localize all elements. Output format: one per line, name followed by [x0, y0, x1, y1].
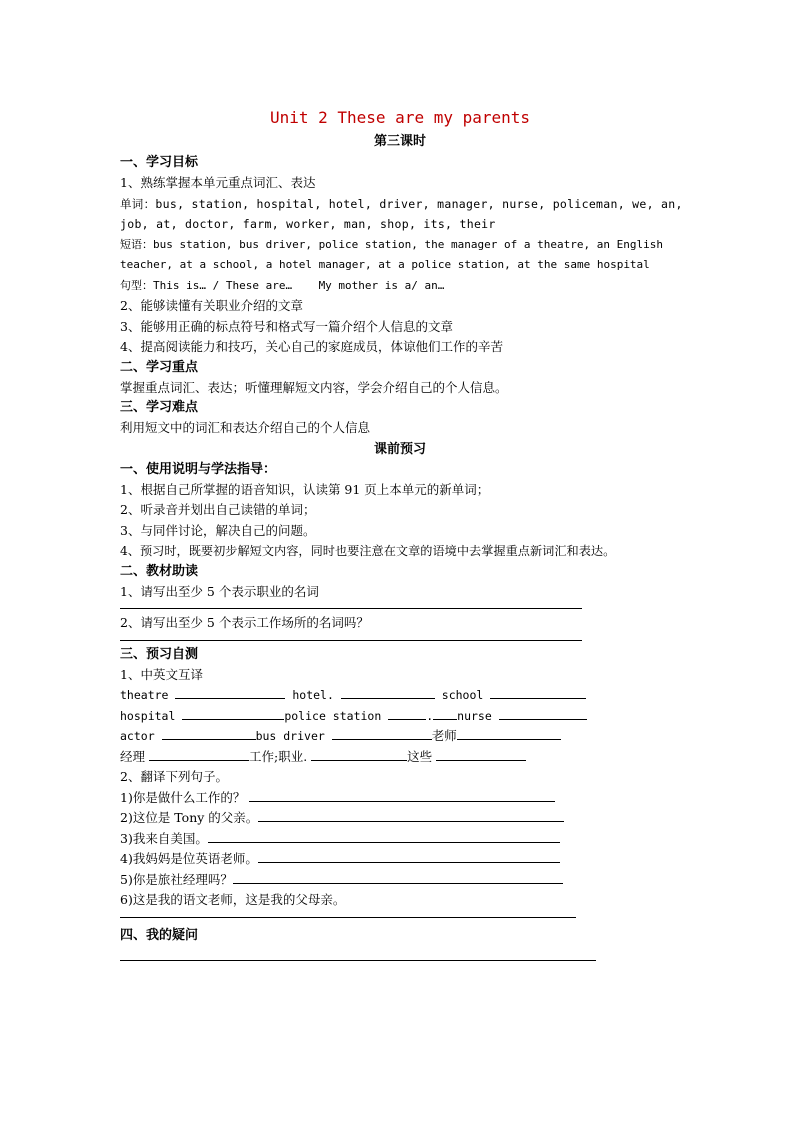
blank-actor[interactable] [162, 726, 256, 740]
objective-item-2: 2、能够读懂有关职业介绍的文章 [120, 298, 303, 313]
vocab-row-2 [120, 706, 680, 727]
word-police-station: police station [284, 708, 382, 723]
answer-line-questions[interactable] [120, 960, 596, 961]
sentence-row-5 [120, 870, 680, 891]
worksheet-page [120, 105, 683, 961]
key-points-heading: 二、学习重点 [120, 359, 199, 375]
sentence-row-1 [120, 788, 680, 809]
guide-item-2: 2、听录音并划出自己读错的单词； [120, 502, 316, 517]
page-title: Unit 2 These are my parents [269, 108, 531, 127]
sentence-row-3 [120, 829, 680, 850]
guide-item-4: 4、预习时，既要初步解短文内容，同时也要注意在文章的语境中去掌握重点新词汇和表达。 [120, 544, 616, 558]
word-these-cn: 这些 [407, 748, 433, 764]
blank-manager-cn[interactable] [149, 747, 249, 761]
blank-sentence-3[interactable] [208, 829, 560, 843]
words-line-2: job, at, doctor, farm, worker, man, shop, its, their [120, 217, 496, 231]
sentence-3: 3)我来自美国。 [120, 830, 208, 846]
guide-item-1: 1、根据自己所掌握的语音知识，认读第 91 页上本单元的新单词； [120, 481, 490, 497]
sentence-6: 6)这是我的语文老师，这是我的父母亲。 [120, 892, 346, 907]
word-dot: . [426, 708, 434, 723]
word-actor: actor [120, 729, 155, 743]
word-bus-driver: bus driver [255, 729, 325, 743]
vocab-row-4 [120, 747, 680, 768]
sentence-2: 2)这位是 Tony 的父亲。 [120, 810, 259, 825]
word-theatre: theatre [120, 688, 169, 702]
word-nurse: nurse [457, 708, 492, 723]
sentence-row-6 [120, 890, 680, 911]
blank-sentence-1[interactable] [249, 788, 555, 802]
blank-sentence-5[interactable] [233, 870, 563, 884]
objective-item-1: 1、熟练掌握本单元重点词汇、表达 [120, 175, 316, 190]
blank-nurse-pre[interactable] [433, 706, 457, 720]
selftest-item-2: 2、翻译下列句子。 [120, 769, 228, 784]
sentence-row-2 [120, 808, 680, 829]
guide-heading: 一、使用说明与学法指导： [120, 461, 277, 477]
difficulties-text: 利用短文中的词汇和表达介绍自己的个人信息 [120, 420, 371, 435]
sentence-5: 5)你是旅社经理吗？ [120, 871, 233, 887]
key-points-text: 掌握重点词汇、表达；听懂理解短文内容，学会介绍自己的个人信息。 [120, 379, 508, 395]
vocab-row-3 [120, 726, 680, 747]
phrases-line-2: teacher, at a school, a hotel manager, at a police station, at the same hospital [120, 258, 650, 271]
sentence-1: 1)你是做什么工作的？ [120, 789, 246, 805]
textbook-heading: 二、教材助读 [120, 563, 199, 579]
blank-sentence-4[interactable] [258, 849, 560, 863]
difficulties-heading: 三、学习难点 [120, 400, 199, 415]
blank-these-cn[interactable] [436, 747, 526, 761]
textbook-item-1: 1、请写出至少 5 个表示职业的名词 [120, 583, 319, 599]
blank-theatre[interactable] [175, 685, 285, 699]
vocab-row-1 [120, 685, 680, 706]
questions-heading: 四、我的疑问 [120, 927, 199, 943]
word-school: school [441, 688, 484, 702]
textbook-item-2: 2、请写出至少 5 个表示工作场所的名词吗？ [120, 615, 369, 630]
blank-bus-driver[interactable] [332, 726, 432, 740]
blank-sentence-2[interactable] [258, 808, 564, 822]
word-teacher: 老师 [431, 728, 457, 743]
selftest-item-1: 1、中英文互译 [120, 666, 203, 682]
blank-school[interactable] [490, 685, 586, 699]
sentence-4: 4)我妈妈是位英语老师。 [120, 851, 258, 866]
blank-work-job-cn[interactable] [311, 747, 407, 761]
word-manager-cn: 经理 [120, 748, 146, 764]
sentence-row-4 [120, 849, 680, 870]
word-work-job-cn: 工作;职业. [249, 748, 308, 764]
patterns-line: 句型：This is… / These are… My mother is a/ an… [120, 278, 445, 292]
word-hospital: hospital [120, 708, 176, 723]
objective-item-4: 4、提高阅读能力和技巧，关心自己的家庭成员，体谅他们工作的辛苦 [120, 339, 503, 354]
objective-item-3: 3、能够用正确的标点符号和格式写一篇介绍个人信息的文章 [120, 318, 453, 334]
selftest-heading: 三、预习自测 [120, 646, 199, 662]
blank-police-station[interactable] [388, 706, 426, 720]
blank-teacher[interactable] [457, 726, 561, 740]
blank-hotel[interactable] [341, 685, 435, 699]
phrases-line-1: 短语：bus station, bus driver, police station, the manager of a theatre, an English [120, 237, 663, 251]
word-hotel: hotel. [292, 688, 334, 702]
lesson-label: 第三课时 [373, 134, 426, 149]
guide-item-3: 3、与同伴讨论，解决自己的问题。 [120, 522, 316, 538]
blank-nurse[interactable] [499, 706, 587, 720]
words-line-1: 单词：bus, station, hospital, hotel, driver, manager, nurse, policeman, we, an, [120, 196, 683, 211]
objectives-heading: 一、学习目标 [120, 155, 199, 170]
blank-hospital[interactable] [182, 706, 284, 720]
preview-heading: 课前预习 [373, 441, 426, 457]
